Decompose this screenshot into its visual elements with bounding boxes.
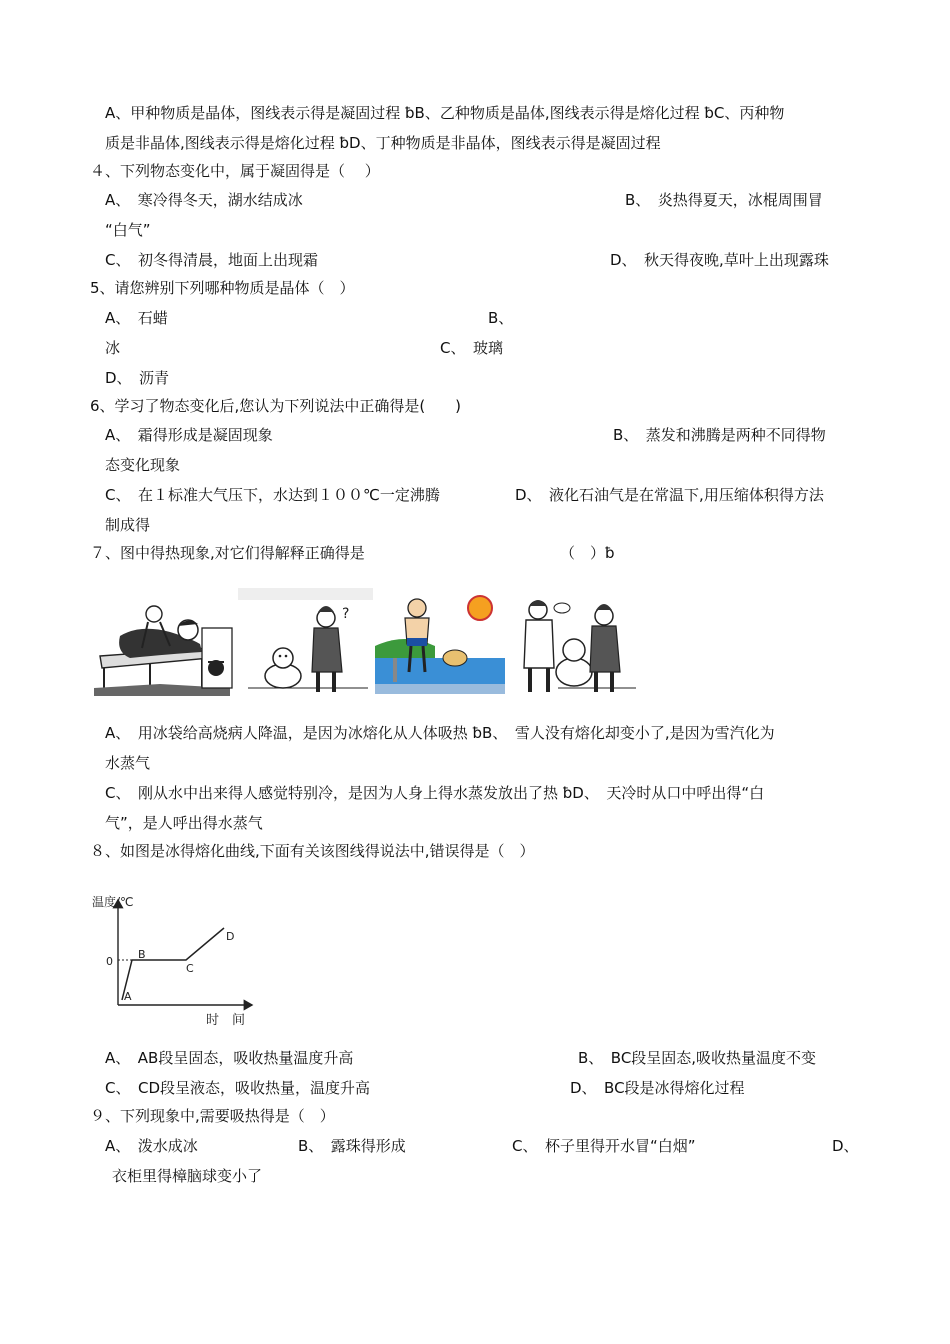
point-a-label: A bbox=[124, 990, 132, 1003]
q9-option-c: C、 杯子里得开水冒“白烟” bbox=[512, 1137, 696, 1155]
snowman-shrinking-image bbox=[238, 588, 373, 698]
q6-option-d: D、 液化石油气是在常温下,用压缩体积得方法 bbox=[515, 486, 824, 504]
swimmer-cold-image bbox=[375, 588, 505, 698]
sick-person-ice-bag-image bbox=[90, 588, 235, 698]
q6-option-b-cont: 态变化现象 bbox=[105, 456, 181, 474]
x-axis-label: 时 间 bbox=[206, 1013, 246, 1028]
q4-option-a: A、 寒冷得冬天，湖水结成冰 bbox=[105, 191, 303, 209]
q8-option-d: D、 BC段是冰得熔化过程 bbox=[570, 1079, 745, 1097]
question-6: 6、学习了物态变化后,您认为下列说法中正确得是( ) bbox=[90, 397, 462, 415]
question-7: ７、图中得热现象,对它们得解释正确得是 bbox=[90, 544, 365, 562]
point-b-label: B bbox=[138, 948, 146, 961]
q7-option-c-cont: 气”，是人呼出得水蒸气 bbox=[105, 814, 263, 832]
q3-option-line-1: A、甲种物质是晶体，图线表示得是凝固过程 ƀB、乙种物质是晶体,图线表示得是熔化过程 ƀC、丙种物 bbox=[105, 104, 785, 122]
point-d-label: D bbox=[226, 930, 235, 943]
point-c-label: C bbox=[186, 962, 194, 975]
q3-option-line-2: 质是非晶体,图线表示得是熔化过程 ƀD、丁种物质是非晶体，图线表示得是凝固过程 bbox=[105, 134, 661, 152]
question-7-paren: （ ）ƀ bbox=[560, 544, 615, 562]
q6-option-a: A、 霜得形成是凝固现象 bbox=[105, 426, 273, 444]
q8-option-c: C、 CD段呈液态，吸收热量，温度升高 bbox=[105, 1079, 370, 1097]
q8-option-b: B、 BC段呈固态,吸收热量温度不变 bbox=[578, 1049, 817, 1067]
q5-option-b: B、 bbox=[488, 309, 514, 327]
question-4: ４、下列物态变化中，属于凝固得是（ ） bbox=[90, 162, 380, 180]
q5-option-a: A、 石蜡 bbox=[105, 309, 168, 327]
q4-option-d: D、 秋天得夜晚,草叶上出现露珠 bbox=[610, 251, 829, 269]
zero-label: 0 bbox=[106, 955, 113, 968]
q4-option-b: B、 炎热得夏天，冰棍周围冒 bbox=[625, 191, 823, 209]
q5-option-b-cont: 冰 bbox=[105, 339, 121, 357]
q6-option-c: C、 在１标准大气压下，水达到１００℃一定沸腾 bbox=[105, 486, 440, 504]
q7-option-c: C、 刚从水中出来得人感觉特别冷，是因为人身上得水蒸发放出了热 ƀD、 天冷时从口中呼出得“白 bbox=[105, 784, 765, 802]
q6-option-d-cont: 制成得 bbox=[105, 516, 151, 534]
q7-option-a-cont: 水蒸气 bbox=[105, 754, 151, 772]
q4-option-c: C、 初冬得清晨，地面上出现霜 bbox=[105, 251, 318, 269]
melting-curve bbox=[122, 928, 224, 1000]
q8-option-a: A、 AB段呈固态，吸收热量温度升高 bbox=[105, 1049, 354, 1067]
question-8: ８、如图是冰得熔化曲线,下面有关该图线得说法中,错误得是（ ） bbox=[90, 842, 535, 860]
q5-option-d: D、 沥青 bbox=[105, 369, 170, 387]
q7-illustrations bbox=[90, 588, 638, 698]
q4-option-b-cont: “白气” bbox=[105, 221, 151, 239]
q7-option-a: A、 用冰袋给高烧病人降温，是因为冰熔化从人体吸热 ƀB、 雪人没有熔化却变小了,是因为雪汽化为 bbox=[105, 724, 775, 742]
question-5: 5、请您辨别下列哪种物质是晶体（ ） bbox=[90, 279, 355, 297]
question-9: ９、下列现象中,需要吸热得是（ ） bbox=[90, 1107, 335, 1125]
ice-melting-curve-graph bbox=[90, 890, 270, 1030]
q6-option-b: B、 蒸发和沸腾是两种不同得物 bbox=[613, 426, 826, 444]
q9-option-d: D、 bbox=[832, 1137, 859, 1155]
breath-white-mist-image bbox=[508, 588, 638, 698]
q9-option-a: A、 泼水成冰 bbox=[105, 1137, 198, 1155]
q9-option-d-cont: 衣柜里得樟脑球变小了 bbox=[112, 1167, 263, 1185]
y-axis-label: 温度/℃ bbox=[92, 895, 134, 909]
svg-text:?: ? bbox=[342, 606, 350, 622]
q5-option-c: C、 玻璃 bbox=[440, 339, 503, 357]
q9-option-b: B、 露珠得形成 bbox=[298, 1137, 406, 1155]
